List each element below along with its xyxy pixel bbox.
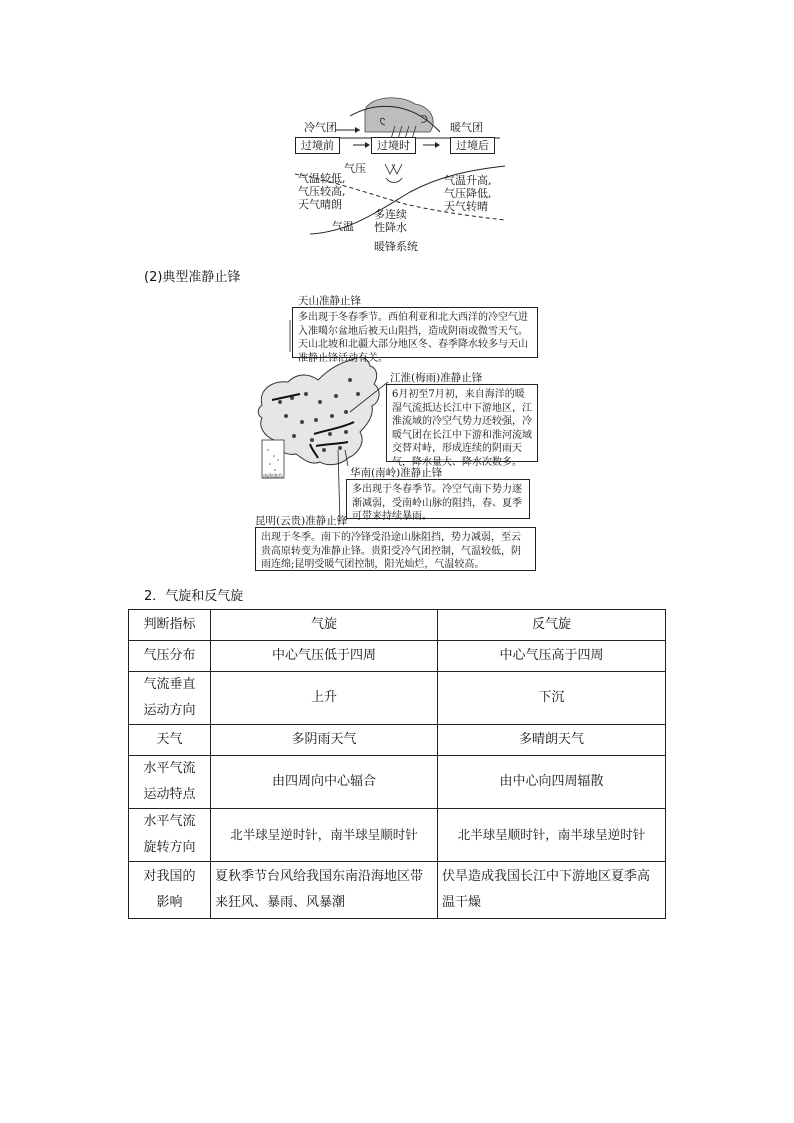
- header-anticyclone: 反气旋: [438, 610, 666, 641]
- anticyclone-cell: 下沉: [438, 672, 666, 725]
- huanan-title: 华南(南岭)准静止锋: [350, 467, 443, 479]
- cyclone-cell: 中心气压低于四周: [211, 641, 438, 672]
- row-label: 对我国的影响: [129, 862, 211, 919]
- table-row: [129, 641, 666, 672]
- quasi-stationary-fronts-figure: [250, 290, 540, 575]
- row-label: 天气: [129, 725, 211, 756]
- temperature-label: 气温: [332, 220, 354, 233]
- step-after: 过境后: [450, 137, 495, 154]
- cyclone-cell: 上升: [211, 672, 438, 725]
- warm-front-diagram: [290, 92, 515, 257]
- anticyclone-cell: 中心气压高于四周: [438, 641, 666, 672]
- row-label: 气压分布: [129, 641, 211, 672]
- anticyclone-cell: 北半球呈顺时针，南半球呈逆时针: [438, 809, 666, 862]
- cyclone-cell: 多阴雨天气: [211, 725, 438, 756]
- jianghuai-title: 江淮(梅雨)准静止锋: [390, 372, 483, 384]
- jianghuai-callout: 6月初至7月初，来自海洋的暖湿气流抵达长江中下游地区，江淮流域的冷空气势力还较强，冷暖气团在长江中下游和淮河流域交替对峙，形成连续的阴雨天气，降水量大、降水次数多。: [386, 384, 538, 462]
- kunming-title: 昆明(云贵)准静止锋: [255, 515, 348, 527]
- diagram-caption: 暖锋系统: [374, 240, 418, 253]
- table-row: [129, 756, 666, 809]
- cyclone-cell: 由四周向中心辐合: [211, 756, 438, 809]
- row-label: 水平气流旋转方向: [129, 809, 211, 862]
- step-before: 过境前: [295, 137, 340, 154]
- step-during: 过境时: [371, 137, 416, 154]
- tianshan-callout: 多出现于冬春季节。西伯利亚和北大西洋的冷空气进入准噶尔盆地后被天山阻挡，造成阴雨或微雪天气。天山北坡和北疆大部分地区冬、春季降水较多与天山准静止锋活动有关。: [292, 307, 538, 358]
- cyclone-cell: 北半球呈逆时针，南半球呈顺时针: [211, 809, 438, 862]
- kunming-callout: 出现于冬季。南下的冷锋受沿途山脉阻挡，势力减弱，至云贵高原转变为准静止锋。贵阳受冷气团控制，气温较低，阴雨连绵;昆明受暖气团控制，阳光灿烂，气温较高。: [255, 527, 536, 571]
- cyclone-cell: 夏秋季节台风给我国东南沿海地区带来狂风、暴雨、风暴潮: [211, 862, 438, 919]
- tianshan-title: 天山准静止锋: [298, 295, 361, 307]
- before-description: 气温较低, 气压较高, 天气晴朗: [298, 172, 346, 211]
- huanan-callout: 多出现于冬春季节。冷空气南下势力逐渐减弱，受南岭山脉的阻挡，春、夏季可带来持续暴雨。: [346, 479, 530, 519]
- section-heading-cyclone: 2．气旋和反气旋: [144, 589, 244, 604]
- inset-label: 南海诸岛: [263, 474, 284, 480]
- table-header-row: [129, 610, 666, 641]
- anticyclone-cell: 伏旱造成我国长江中下游地区夏季高温干燥: [438, 862, 666, 919]
- during-description: 多连续 性降水: [374, 208, 407, 234]
- anticyclone-cell: 由中心向四周辐散: [438, 756, 666, 809]
- warm-air-label: 暖气团: [450, 121, 483, 134]
- table-row: [129, 725, 666, 756]
- after-description: 气温升高, 气压降低, 天气转晴: [444, 174, 492, 213]
- cyclone-comparison-table: [128, 609, 666, 919]
- table-row: [129, 672, 666, 725]
- anticyclone-cell: 多晴朗天气: [438, 725, 666, 756]
- section-heading-fronts: (2)典型准静止锋: [144, 270, 241, 285]
- table-row: [129, 809, 666, 862]
- header-indicator: 判断指标: [129, 610, 211, 641]
- table-row: [129, 862, 666, 919]
- header-cyclone: 气旋: [211, 610, 438, 641]
- cold-air-label: 冷气团: [304, 121, 337, 134]
- pressure-label: 气压: [344, 162, 366, 175]
- row-label: 气流垂直运动方向: [129, 672, 211, 725]
- row-label: 水平气流运动特点: [129, 756, 211, 809]
